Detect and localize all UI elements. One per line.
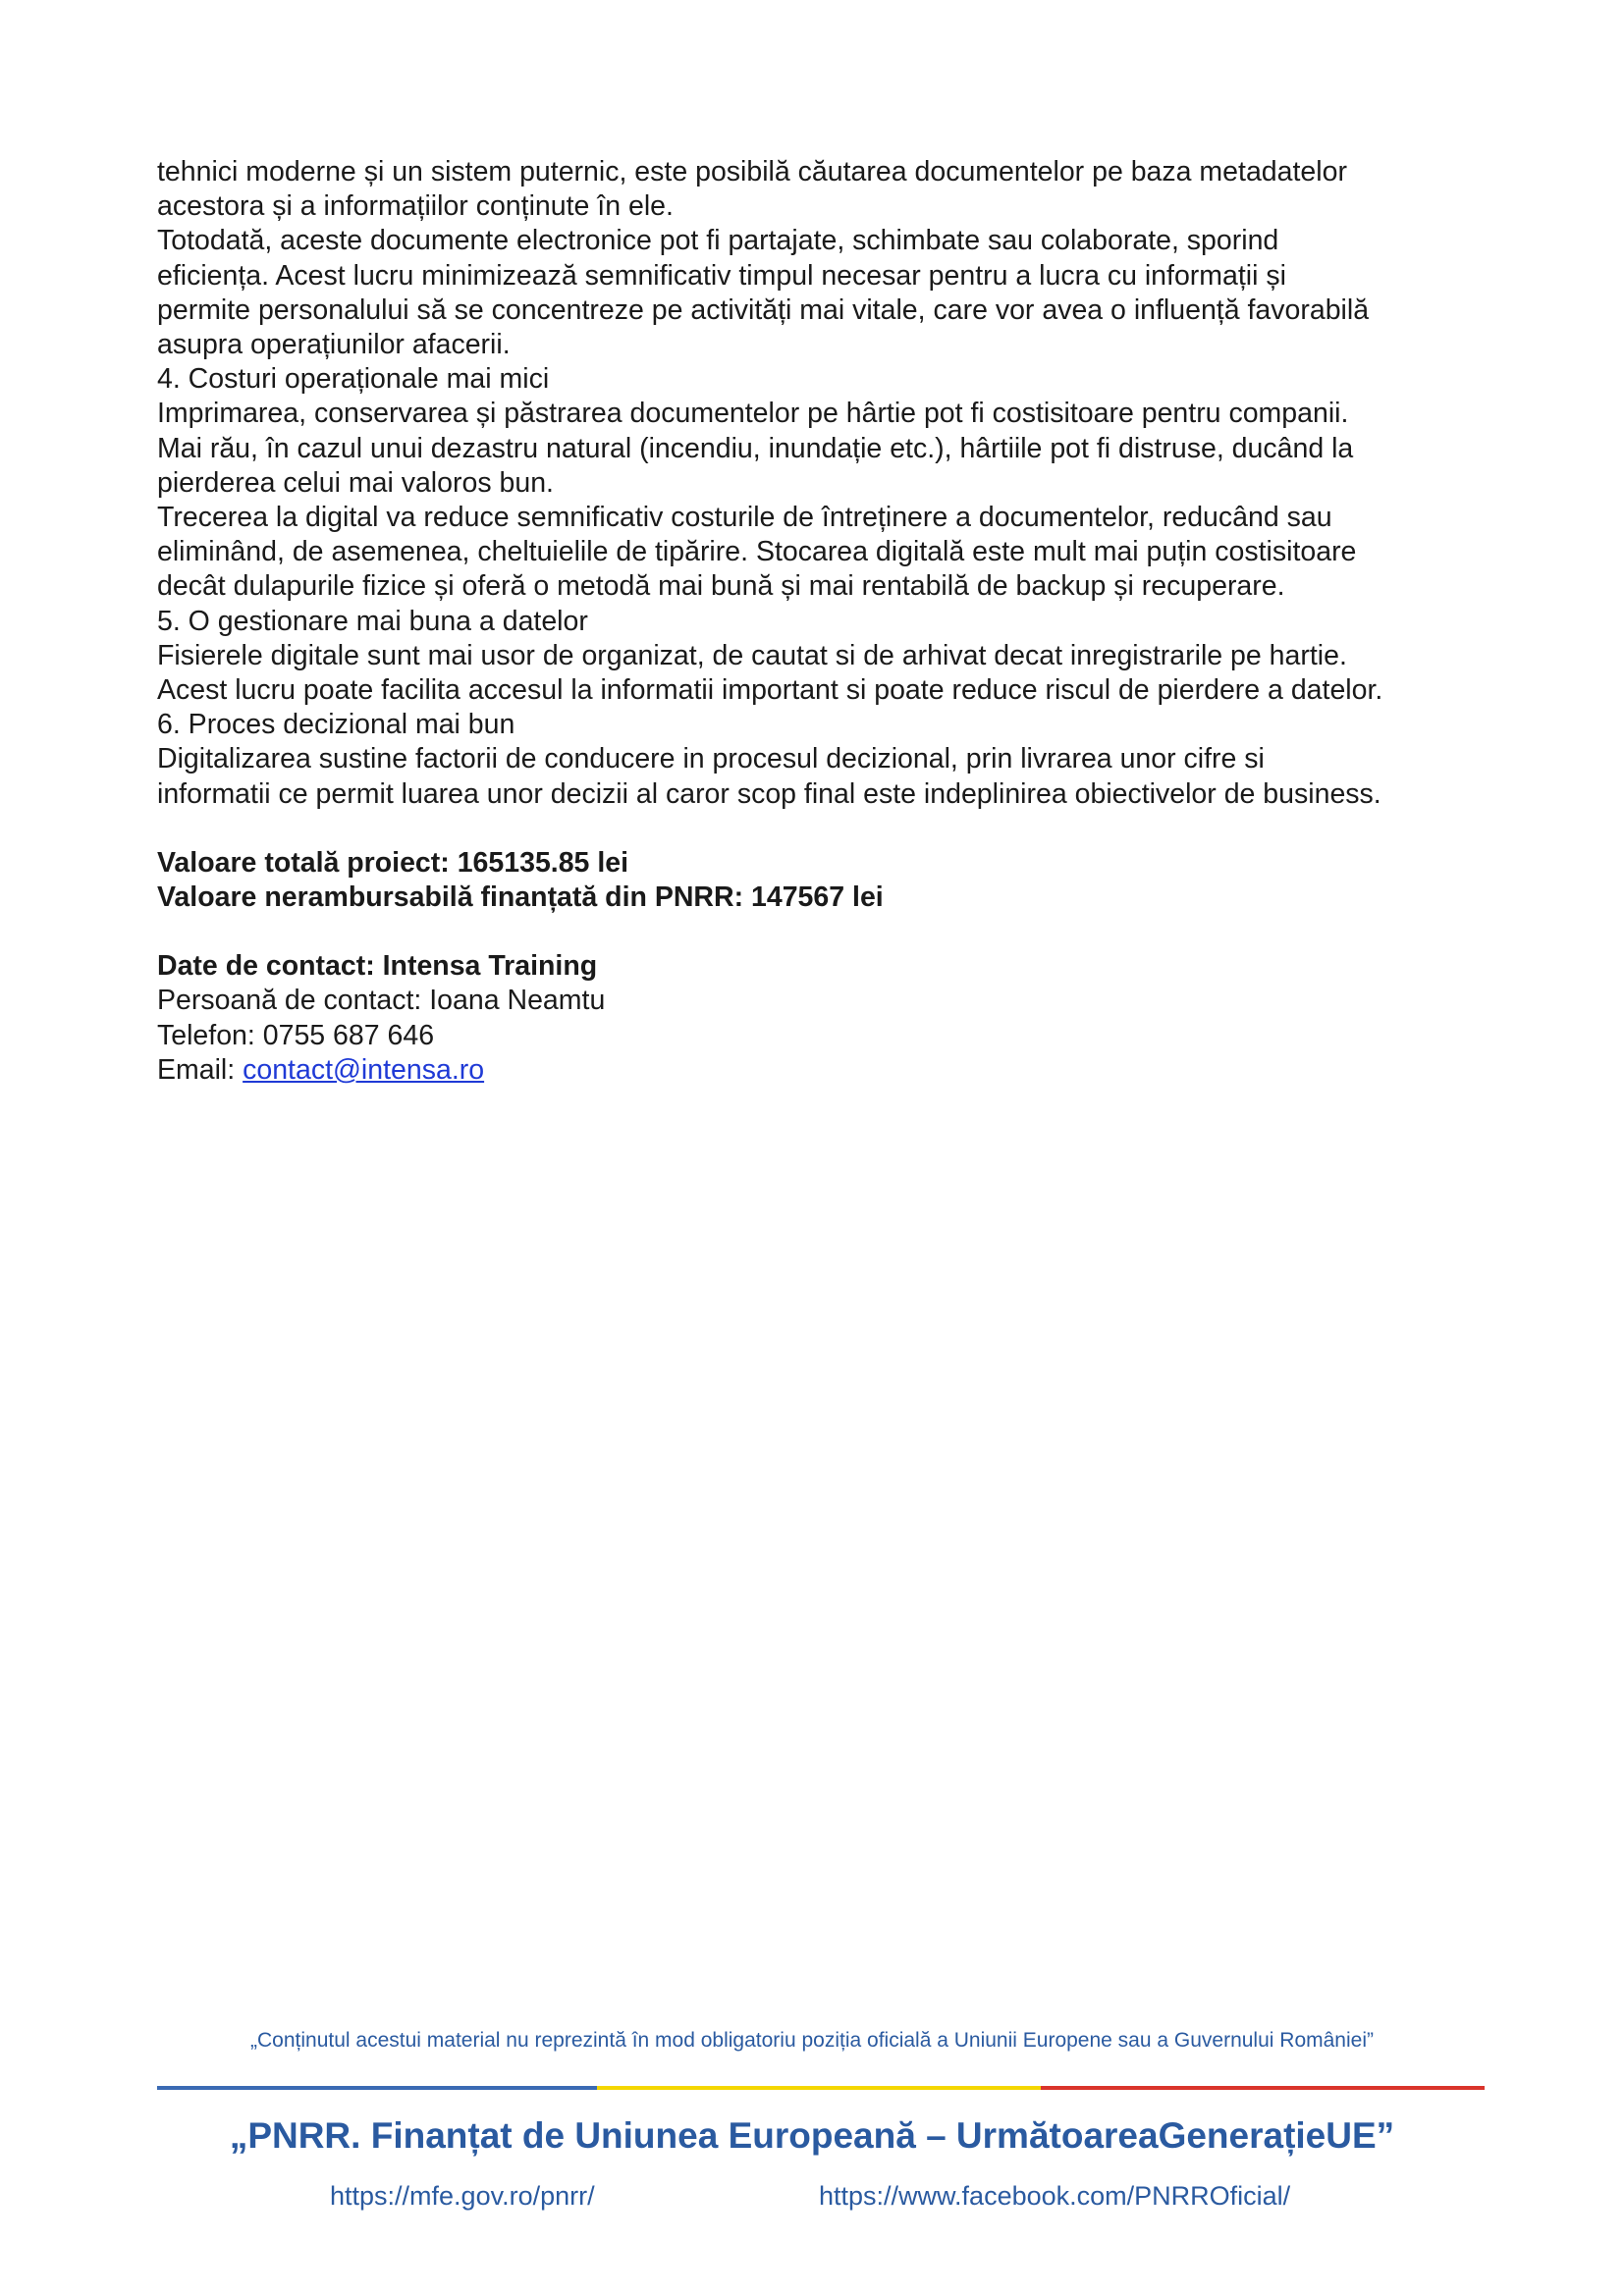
body-line: eficiența. Acest lucru minimizează semnificativ timpul necesar pentru a lucra cu informații și bbox=[157, 259, 1286, 292]
project-grant-label: Valoare nerambursabilă finanțată din PNRR: bbox=[157, 881, 751, 914]
spacer bbox=[157, 812, 1492, 846]
body-line: asupra operațiunilor afacerii. bbox=[157, 329, 511, 361]
pnrr-slogan: „PNRR. Finanțat de Uniunea Europeană – UrmătoareaGenerațieUE” bbox=[229, 2115, 1395, 2156]
section-heading: 5. O gestionare mai buna a datelor bbox=[157, 605, 588, 637]
body-line: Fisierele digitale sunt mai usor de organizat, de cautat si de arhivat decat inregistrarile pe hartie. bbox=[157, 639, 1347, 671]
footer-divider-blue bbox=[157, 2086, 597, 2090]
footer-divider-red bbox=[1041, 2086, 1485, 2090]
contact-phone: Telefon: 0755 687 646 bbox=[157, 1019, 435, 1051]
body-line: tehnici moderne și un sistem puternic, este posibilă căutarea documentelor pe baza metadatelor bbox=[157, 156, 1347, 187]
project-grant-value: 147567 lei bbox=[751, 881, 884, 914]
section-heading: 4. Costuri operaționale mai mici bbox=[157, 363, 550, 396]
contact-heading: Date de contact: Intensa Training bbox=[157, 950, 598, 983]
body-line: permite personalului să se concentreze pe activități mai vitale, care vor avea o influență favorabilă bbox=[157, 294, 1370, 326]
body-line: Trecerea la digital va reduce semnificativ costurile de întreținere a documentelor, reducând sau bbox=[157, 502, 1332, 534]
project-grant bbox=[157, 881, 1492, 915]
body-line: eliminând, de asemenea, cheltuielile de tipărire. Stocarea digitală este mult mai puțin costisitoare bbox=[157, 536, 1357, 568]
body-line: Totodată, aceste documente electronice pot fi partajate, schimbate sau colaborate, sporind bbox=[157, 225, 1279, 257]
body-line: Mai rău, în cazul unui dezastru natural (incendiu, inundație etc.), hârtiile pot fi distruse, ducând la bbox=[157, 432, 1354, 464]
project-total-label: Valoare totală proiect: bbox=[157, 846, 458, 879]
contact-email bbox=[157, 1053, 1492, 1088]
body-line: pierderea celui mai valoros bun. bbox=[157, 466, 554, 499]
section-heading: 6. Proces decizional mai bun bbox=[157, 709, 515, 741]
body-line: acestora și a informațiilor conținute în ele. bbox=[157, 190, 674, 223]
facebook-link[interactable]: https://www.facebook.com/PNRROficial/ bbox=[819, 2181, 1291, 2211]
disclaimer-text: „Conținutul acestui material nu reprezintă în mod obligatoriu poziția oficială a Uniunii Europene sau a Guvernului României” bbox=[250, 2029, 1374, 2052]
project-total-value: 165135.85 lei bbox=[457, 846, 629, 879]
email-link[interactable]: contact@intensa.ro bbox=[243, 1053, 485, 1086]
document-body bbox=[157, 155, 1492, 1088]
mfe-link[interactable]: https://mfe.gov.ro/pnrr/ bbox=[330, 2181, 595, 2211]
spacer bbox=[157, 915, 1492, 949]
body-line: informatii ce permit luarea unor decizii al caror scop final este indeplinirea obiectivelor de business. bbox=[157, 777, 1381, 810]
body-line: decât dulapurile fizice și oferă o metodă mai bună și mai rentabilă de backup și recuperare. bbox=[157, 570, 1285, 603]
footer-divider-yellow bbox=[597, 2086, 1041, 2090]
body-line: Acest lucru poate facilita accesul la informatii important si poate reduce riscul de pierdere a datelor. bbox=[157, 674, 1383, 707]
contact-person: Persoană de contact: Ioana Neamtu bbox=[157, 985, 606, 1017]
body-line: Digitalizarea sustine factorii de conducere in procesul decizional, prin livrarea unor cifre si bbox=[157, 743, 1265, 775]
body-line: Imprimarea, conservarea și păstrarea documentelor pe hârtie pot fi costisitoare pentru companii. bbox=[157, 398, 1349, 430]
project-total bbox=[157, 846, 1492, 881]
contact-email-label: Email: bbox=[157, 1053, 244, 1086]
